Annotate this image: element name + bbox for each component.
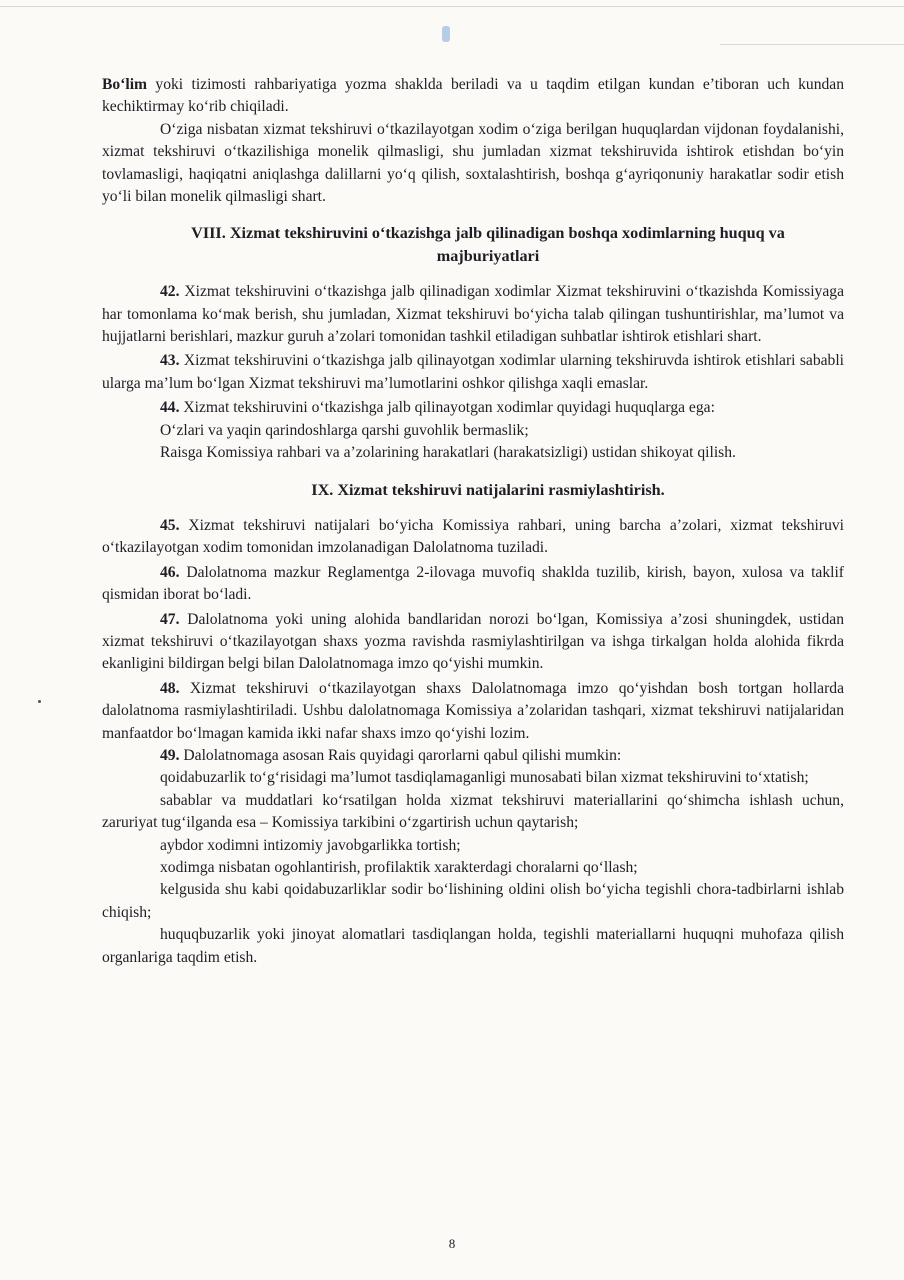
item-44 [102,397,844,419]
document-body [102,74,844,969]
paragraph-obligation: O‘ziga nisbatan xizmat tekshiruvi o‘tkazilayotgan xodim o‘ziga berilgan huquqlardan vijdonan foydalanishi, xizmat tekshiruvi o‘tkazilishiga monelik qilmasligi, shu jumladan xizmat tekshiruvida ishtirok etishdan bo‘yin tovlamasligi, haqiqatni aniqlashga dalillarni yo‘q qilish, soxtalashtirish, boshqa g‘ayriqonuniy harakatlar sodir etish yo‘li bilan monelik qilmasligi shart. [102,120,844,206]
item-44-sub-1: O‘zlari va yaqin qarindoshlarga qarshi guvohlik bermaslik; [160,421,529,439]
item-49-sub-4: xodimga nisbatan ogohlantirish, profilaktik xarakterdagi choralarni qo‘llash; [160,859,638,876]
item-49-sub-2: sabablar va muddatlari ko‘rsatilgan holda xizmat tekshiruvi materiallarini qo‘shimcha ishlash uchun, zaruriyat tug‘ilganda esa – Komissiya tarkibini o‘zgartirish uchun qaytarish; [102,791,844,832]
item-text: Xizmat tekshiruvini o‘tkazishga jalb qilinayotgan xodimlar quyidagi huquqlarga ega: [179,399,715,417]
item-number: 42. [160,283,180,301]
item-45 [102,515,844,560]
item-number: 43. [160,352,180,370]
item-49-sub-6: huquqbuzarlik yoki jinoyat alomatlari tasdiqlangan holda, tegishli materiallarni huquqni muhofaza qilish organlariga taqdim etish. [102,926,844,966]
item-text: Dalolatnoma mazkur Reglamentga 2-ilovaga muvofiq shaklda tuzilib, kirish, bayon, xulosa va taklif qismidan iborat bo‘ladi. [102,563,844,604]
item-number: 49. [160,746,180,764]
scan-speck [38,700,41,703]
paragraph-intro [102,74,844,119]
item-text: Xizmat tekshiruvi natijalari bo‘yicha Komissiya rahbari, uning barcha a’zolari, xizmat tekshiruvi o‘tkazilayotgan xodim tomonidan imzolanadigan Dalolatnoma tuziladi. [102,516,844,557]
item-44-sub-2: Raisga Komissiya rahbari va a’zolarining harakatlari (harakatsizligi) ustidan shikoyat qilish. [160,444,736,462]
item-number: 48. [160,679,180,697]
intro-bold-word: Bo‘lim [102,76,148,93]
item-46 [102,562,844,607]
item-number: 46. [160,563,180,581]
item-text: Xizmat tekshiruvini o‘tkazishga jalb qilinayotgan xodimlar ularning tekshiruvda ishtirok etishlari sababli ularga ma’lum bo‘lgan Xizmat tekshiruvi ma’lumotlarini oshkor qilishga xaqli emaslar. [102,352,844,392]
item-49 [102,745,844,767]
item-text: Xizmat tekshiruvini o‘tkazishga jalb qilinadigan xodimlar Xizmat tekshiruvini o‘tkazishda Komissiyaga har tomonlama ko‘mak berish, shu jumladan, Xizmat tekshiruvi bo‘yicha talab qilingan tushuntirishlar, ma’lumot va hujjatlarni berishlari, mazkur guruh a’zolari tomonidan tashkil etiladigan suhbatlar ishtirok etishlari shart. [102,283,844,346]
item-number: 44. [160,399,180,417]
item-47 [102,609,844,676]
scan-blue-mark [442,26,450,42]
item-text: Xizmat tekshiruvi o‘tkazilayotgan shaxs Dalolatnomaga imzo qo‘yishdan bosh tortgan hollarda dalolatnoma rasmiylashtiriladi. Ushbu dalolatnomaga Komissiya a’zolaridan tashqari, xizmat tekshiruvi natijalaridan manfaatdor bo‘lmagan kamida ikki nafar shaxs imzo qo‘yishi lozim. [102,679,844,742]
item-49-sub-3: aybdor xodimni intizomiy javobgarlikka tortish; [160,836,461,854]
item-number: 47. [160,610,180,628]
item-48 [102,678,844,745]
intro-text: yoki tizimosti rahbariyatiga yozma shaklda beriladi va u taqdim etilgan kundan e’tiboran uch kundan kechiktirmay ko‘rib chiqiladi. [102,76,844,116]
item-49-sub-1: qoidabuzarlik to‘g‘risidagi ma’lumot tasdiqlamaganligi munosabati bilan xizmat tekshiruvini to‘xtatish; [160,769,809,787]
item-43 [102,350,844,395]
section-heading-ix: IX. Xizmat tekshiruvi natijalarini rasmiylashtirish. [311,480,665,499]
item-49-sub-5: kelgusida shu kabi qoidabuzarliklar sodir bo‘lishining oldini olish bo‘yicha tegishli chora-tadbirlarni ishlab chiqish; [102,881,844,921]
page-number: 8 [448,1236,456,1251]
item-text: Dalolatnoma yoki uning alohida bandlaridan norozi bo‘lgan, Komissiya a’zosi shuningdek, ustidan xizmat tekshiruvi o‘tkazilayotgan shaxs yozma ravishda rasmiylashtirilgan va ishga tirkalgan holda alohida fikrda ekanligini bildirgan belgi bilan Dalolatnomaga imzo qo‘yishi mumkin. [102,610,844,673]
item-42 [102,281,844,348]
scan-edge-line [0,6,904,7]
section-heading-viii: VIII. Xizmat tekshiruvini o‘tkazishga jalb qilinadigan boshqa xodimlarning huquq va majburiyatlari [191,224,785,265]
item-number: 45. [160,516,180,534]
scan-edge-line [720,44,904,45]
item-text: Dalolatnomaga asosan Rais quyidagi qarorlarni qabul qilishi mumkin: [179,746,622,764]
